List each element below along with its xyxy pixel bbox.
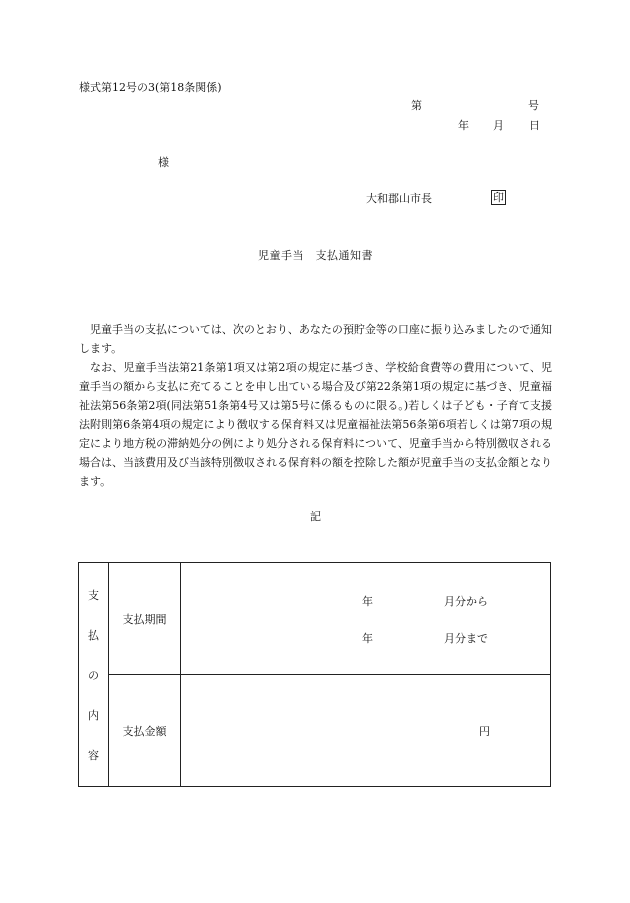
issuer-name: 大和郡山市長 — [366, 192, 432, 205]
document-title: 児童手当 支払通知書 — [258, 249, 373, 262]
seal-label: 印 — [493, 191, 504, 204]
recipient-honorific: 様 — [158, 156, 169, 169]
group-label-cell — [79, 563, 109, 787]
group-label-char: 内 — [88, 708, 99, 722]
date-year: 年 — [458, 119, 469, 132]
document-number-suffix: 号 — [528, 99, 539, 112]
body-paragraph-1: 児童手当の支払については、次のとおり、あなたの預貯金等の口座に振り込みましたので通知します。 — [79, 323, 552, 355]
period-to-year: 年 — [362, 632, 373, 645]
amount-unit: 円 — [479, 725, 490, 738]
period-to-month: 月分まで — [444, 632, 488, 645]
group-label-char: 払 — [88, 628, 99, 642]
form-number: 様式第12号の3(第18条関係) — [79, 81, 222, 94]
period-from-month: 月分から — [444, 595, 488, 608]
date-day: 日 — [529, 119, 540, 132]
group-label-char: 支 — [88, 588, 99, 602]
date-month: 月 — [493, 119, 504, 132]
document-number-prefix: 第 — [411, 99, 422, 112]
amount-label-cell — [109, 675, 181, 787]
ki-heading: 記 — [310, 510, 321, 523]
period-label-cell — [109, 563, 181, 675]
group-label-char: の — [88, 668, 99, 682]
group-label-vertical — [79, 575, 108, 775]
period-label: 支払期間 — [122, 612, 167, 626]
amount-label: 支払金額 — [122, 724, 167, 738]
amount-value-cell — [181, 675, 551, 787]
seal-mark — [491, 192, 506, 203]
period-from-year: 年 — [362, 595, 373, 608]
body-paragraph-2: なお、児童手当法第21条第1項又は第2項の規定に基づき、学校給食費等の費用について、児童手当の額から支払に充てることを申し出ている場合及び第22条第1項の規定に基づき、児童福祉法第56条第2項(同法第51条第4号又は第5号に係るものに限る。)若しくは子ども・子育て支援法附則第6条第4項の規定により徴収する保育料又は児童福祉法第56条第6項若しくは第7項の規定により地方税の滞納処分の例により処分される保育料について、児童手当から特別徴収される場合は、当該費用及び当該特別徴収される保育料の額を控除した額が児童手当の支払金額となります。 — [79, 361, 552, 488]
payment-detail-table — [78, 562, 551, 787]
group-label-char: 容 — [88, 748, 99, 762]
period-value-cell — [181, 563, 551, 675]
